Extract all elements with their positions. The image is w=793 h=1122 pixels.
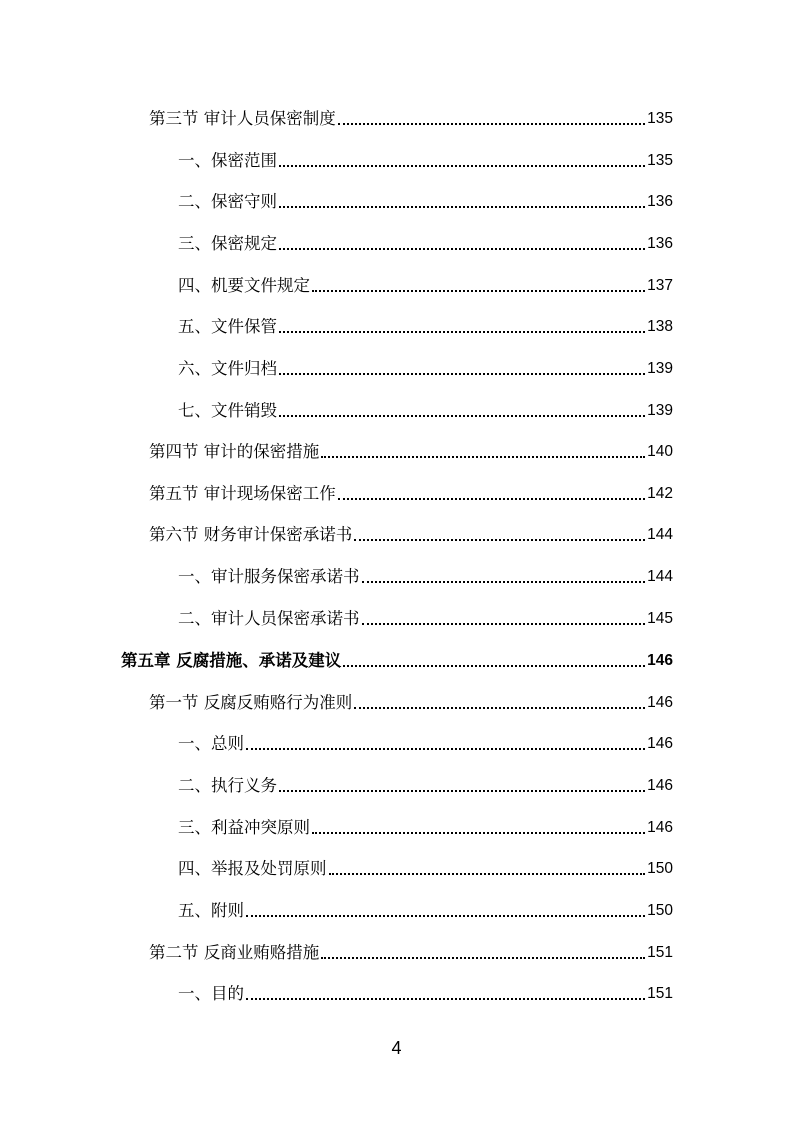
toc-entry-page: 151 — [647, 944, 673, 961]
toc-entry-label: 一、保密范围 — [178, 151, 277, 170]
toc-entry-label: 第二节 反商业贿赂措施 — [149, 943, 320, 962]
toc-entry-page: 146 — [647, 652, 673, 669]
toc-entry-page: 145 — [647, 610, 673, 627]
toc-entry-label: 第一节 反腐反贿赂行为准则 — [149, 693, 353, 712]
toc-entry[interactable] — [178, 896, 673, 922]
dot-leader — [246, 998, 645, 1000]
toc-entry-label: 六、文件归档 — [178, 359, 277, 378]
toc-entry-label: 二、执行义务 — [178, 776, 277, 795]
toc-entry-page: 139 — [647, 360, 673, 377]
dot-leader — [312, 290, 645, 292]
dot-leader — [343, 665, 645, 667]
toc-entry-label: 三、利益冲突原则 — [178, 818, 310, 837]
toc-entry[interactable] — [178, 813, 673, 839]
dot-leader — [362, 623, 646, 625]
toc-entry-page: 146 — [647, 819, 673, 836]
toc-entry[interactable] — [178, 854, 673, 880]
dot-leader — [246, 748, 645, 750]
toc-entry[interactable] — [149, 520, 673, 546]
toc-entry[interactable] — [178, 562, 673, 588]
toc-entry-label: 五、附则 — [178, 901, 244, 920]
toc-entry-label: 五、文件保管 — [178, 317, 277, 336]
toc-entry-page: 136 — [647, 193, 673, 210]
toc-entry-label: 四、机要文件规定 — [178, 276, 310, 295]
toc-entry-label: 三、保密规定 — [178, 234, 277, 253]
toc-entry-page: 140 — [647, 443, 673, 460]
dot-leader — [279, 373, 645, 375]
toc-entry-page: 151 — [647, 985, 673, 1002]
toc-entry[interactable] — [149, 688, 673, 714]
dot-leader — [321, 456, 645, 458]
toc-entry-label: 第五章 反腐措施、承诺及建议 — [121, 651, 342, 670]
toc-entry[interactable] — [178, 187, 673, 213]
toc-entry-page: 144 — [647, 526, 673, 543]
toc-entry-page: 144 — [647, 568, 673, 585]
dot-leader — [354, 707, 645, 709]
dot-leader — [354, 539, 645, 541]
page-number: 4 — [391, 1038, 402, 1058]
toc-entry-page: 139 — [647, 402, 673, 419]
dot-leader — [338, 498, 645, 500]
dot-leader — [321, 957, 645, 959]
toc-entry[interactable] — [149, 437, 673, 463]
toc-entry[interactable] — [178, 229, 673, 255]
toc-entry-label: 第三节 审计人员保密制度 — [149, 109, 336, 128]
toc-entry-page: 146 — [647, 694, 673, 711]
dot-leader — [246, 915, 645, 917]
toc-entry[interactable] — [149, 104, 673, 130]
dot-leader — [279, 165, 645, 167]
toc-chapter-entry[interactable] — [121, 646, 673, 672]
toc-entry-label: 七、文件销毁 — [178, 401, 277, 420]
toc-entry-page: 135 — [647, 110, 673, 127]
toc-entry-page: 135 — [647, 152, 673, 169]
toc-entry[interactable] — [178, 396, 673, 422]
toc-entry[interactable] — [178, 354, 673, 380]
toc-entry-page: 136 — [647, 235, 673, 252]
dot-leader — [279, 331, 645, 333]
toc-entry-page: 137 — [647, 277, 673, 294]
toc-entry[interactable] — [178, 604, 673, 630]
dot-leader — [312, 832, 645, 834]
toc-entry-label: 第五节 审计现场保密工作 — [149, 484, 336, 503]
toc-entry-label: 二、审计人员保密承诺书 — [178, 609, 360, 628]
toc-entry-page: 150 — [647, 902, 673, 919]
toc-entry-label: 一、审计服务保密承诺书 — [178, 567, 360, 586]
toc-entry-page: 150 — [647, 860, 673, 877]
toc-entry[interactable] — [178, 979, 673, 1005]
toc-entry-page: 138 — [647, 318, 673, 335]
toc-entry[interactable] — [178, 271, 673, 297]
toc-entry[interactable] — [178, 312, 673, 338]
toc-entry-page: 146 — [647, 777, 673, 794]
dot-leader — [279, 415, 645, 417]
toc-entry[interactable] — [178, 729, 673, 755]
toc-entry-label: 一、目的 — [178, 984, 244, 1003]
dot-leader — [362, 581, 646, 583]
toc-entry-label: 二、保密守则 — [178, 192, 277, 211]
toc-entry[interactable] — [178, 146, 673, 172]
toc-entry-page: 142 — [647, 485, 673, 502]
toc-entry-label: 第四节 审计的保密措施 — [149, 442, 320, 461]
dot-leader — [279, 248, 645, 250]
dot-leader — [279, 790, 645, 792]
toc-entry-label: 四、举报及处罚原则 — [178, 859, 327, 878]
toc-entry-page: 146 — [647, 735, 673, 752]
toc-entry[interactable] — [149, 479, 673, 505]
dot-leader — [279, 206, 645, 208]
toc-entry[interactable] — [178, 771, 673, 797]
toc-entry[interactable] — [149, 938, 673, 964]
toc-entry-label: 一、总则 — [178, 734, 244, 753]
dot-leader — [338, 123, 645, 125]
dot-leader — [329, 873, 646, 875]
toc-entry-label: 第六节 财务审计保密承诺书 — [149, 525, 353, 544]
